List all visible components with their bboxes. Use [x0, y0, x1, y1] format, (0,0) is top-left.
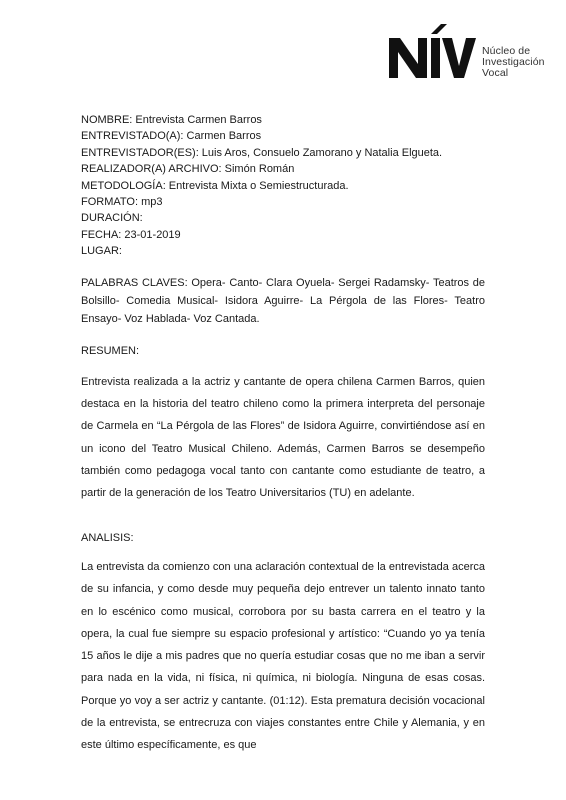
meta-formato: FORMATO: mp3	[81, 196, 163, 209]
logo-wordmark	[482, 46, 545, 79]
analisis-paragraph: La entrevista da comienzo con una aclaración contextual de la entrevistada acerca de su infancia, y como desde muy pequeña dejo entrever un talento innato tanto en lo escénico como musical, corrobora por su basta carrera en el teatro y la opera, la cual fue siempre su espacio profesional y artístico: “Cuando yo ya tenía 15 años le dije a mis padres que no quería estudiar cosas que no me iban a servir para nada en la vida, ni física, ni química, ni biología. Ninguna de esas cosas. Porque yo voy a ser actriz y cantante. (01:12). Esta prematura decisión vocacional de la entrevista, se entrecruza con viajes constantes entre Chile y Alemania, y en este último específicamente, es que	[81, 561, 485, 752]
meta-realizador: REALIZADOR(A) ARCHIVO: Simón Román	[81, 163, 295, 176]
meta-nombre: NOMBRE: Entrevista Carmen Barros	[81, 114, 262, 126]
meta-entrevistado: ENTREVISTADO(A): Carmen Barros	[81, 130, 262, 143]
logo-line-2: Investigación	[482, 56, 545, 68]
meta-lugar: LUGAR:	[81, 245, 122, 258]
meta-entrevistador: ENTREVISTADOR(ES): Luis Aros, Consuelo Zamorano y Natalia Elgueta.	[81, 146, 443, 159]
resumen-heading: RESUMEN:	[81, 345, 140, 357]
logo-line-1: Núcleo de	[482, 45, 531, 57]
meta-duracion: DURACIÓN:	[81, 212, 143, 225]
niv-logo-mark	[387, 24, 479, 80]
meta-fecha: FECHA: 23-01-2019	[81, 228, 181, 241]
metadata-block	[81, 112, 442, 260]
niv-logo	[387, 24, 557, 80]
logo-line-3: Vocal	[482, 67, 509, 79]
resumen-paragraph: Entrevista realizada a la actriz y cantante de opera chilena Carmen Barros, quien destaca en la historia del teatro chileno como la primera interpreta del personaje de Carmela en “La Pérgola de las Flores” de Isidora Aguirre, convirtiéndose así en un icono del Teatro Musical Chileno. Además, Carmen Barros se desempeño también como pedagoga vocal tanto con cantante como estudiante de teatro, a partir de la generación de los Teatro Universitarios (TU) en adelante.	[81, 376, 485, 500]
keywords-paragraph: PALABRAS CLAVES: Opera- Canto- Clara Oyuela- Sergei Radamsky- Teatros de Bolsillo- Comedia Musical- Isidora Aguirre- La Pérgola de las Flores- Teatro Ensayo- Voz Hablada- Voz Cantada.	[81, 277, 485, 325]
meta-metodologia: METODOLOGÍA: Entrevista Mixta o Semiestructurada.	[81, 179, 349, 192]
analisis-heading: ANALISIS:	[81, 532, 134, 544]
